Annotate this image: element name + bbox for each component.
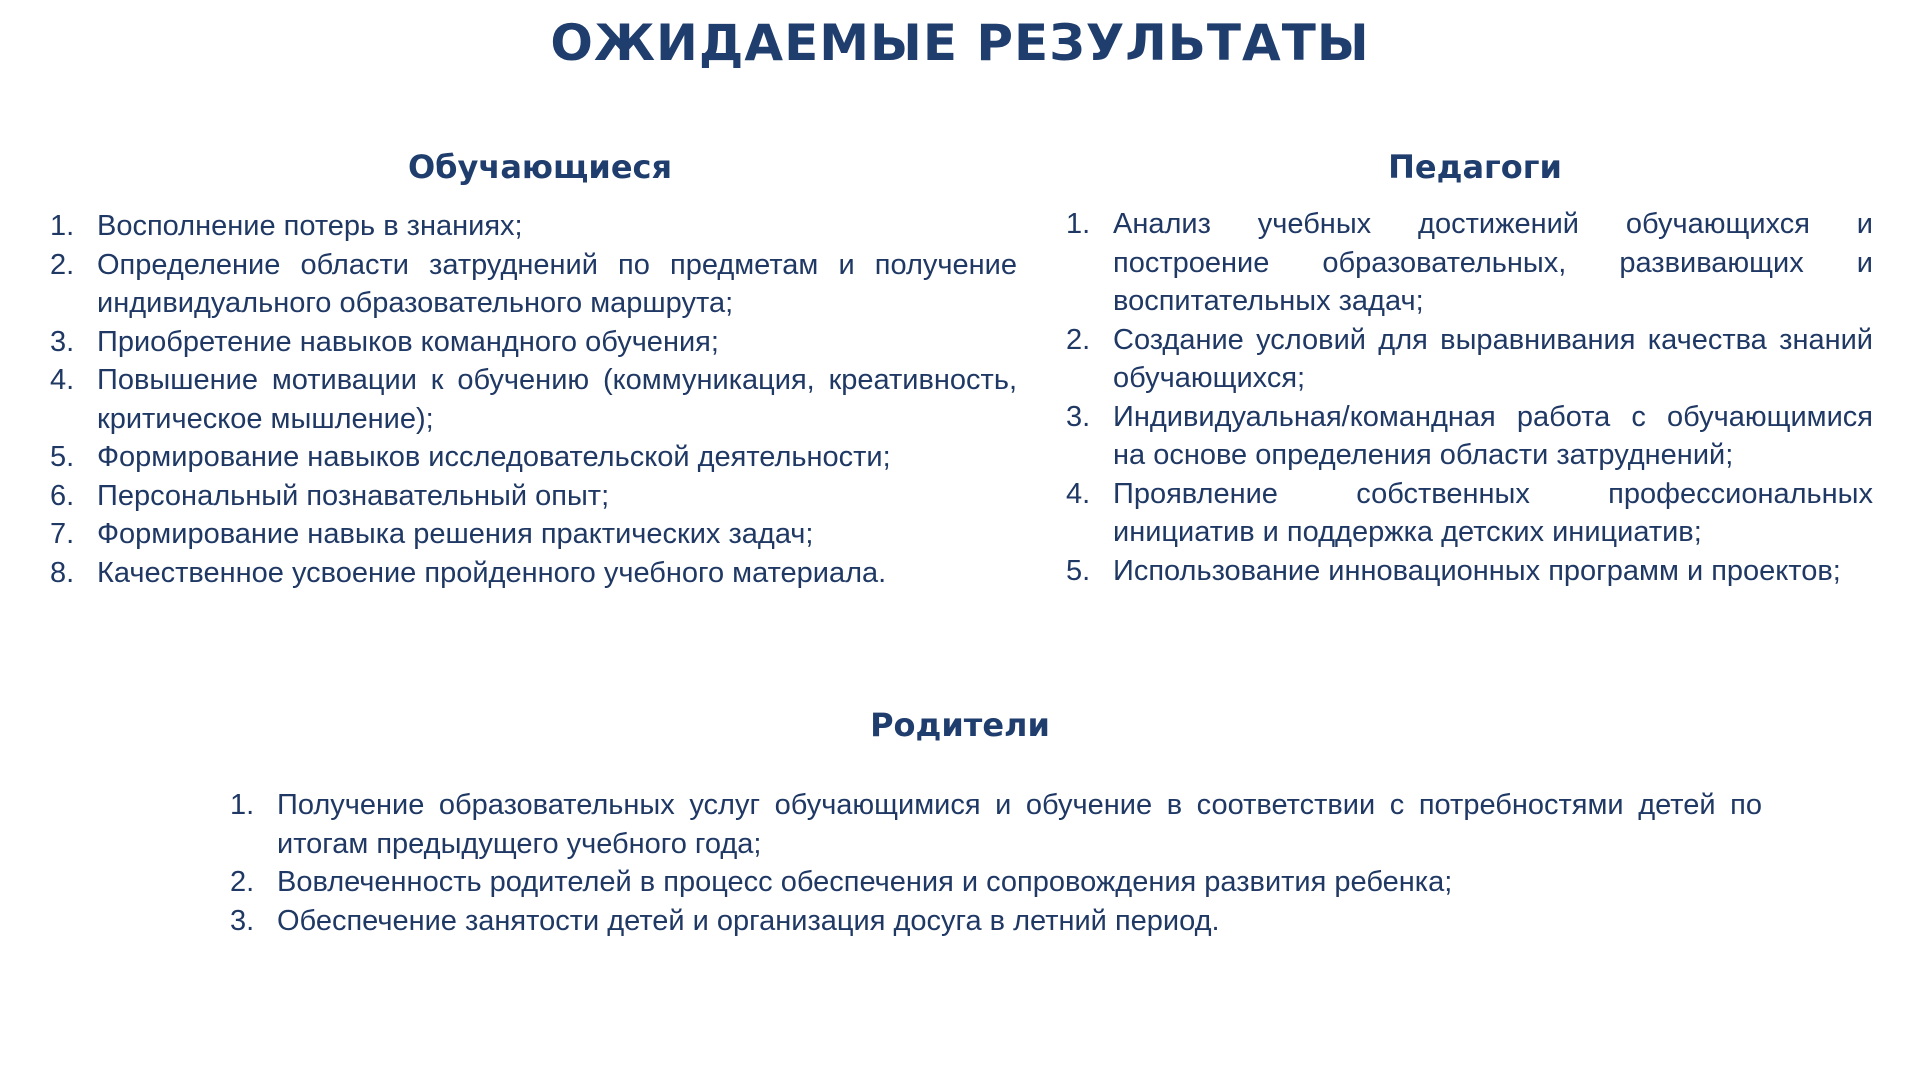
parents-heading: Родители xyxy=(870,706,1050,744)
students-heading: Обучающиеся xyxy=(407,148,673,186)
list-item xyxy=(222,786,1762,863)
list-item-number: 3. xyxy=(230,904,255,937)
list-item-number: 1. xyxy=(230,789,255,821)
list-item-text: Повышение мотивации к обучению (коммуникация, креативность, критическое мышление); xyxy=(97,364,1017,435)
list-item xyxy=(42,438,1017,477)
list-item-text: Приобретение навыков командного обучения; xyxy=(97,325,719,358)
students-list xyxy=(42,207,1017,592)
list-item-number: 3. xyxy=(1066,400,1091,433)
list-item-number: 8. xyxy=(50,556,75,589)
list-item xyxy=(42,246,1017,323)
list-item-number: 5. xyxy=(1066,554,1091,587)
list-item xyxy=(1058,321,1873,398)
list-item-number: 4. xyxy=(50,364,75,396)
list-item-text: Персональный познавательный опыт; xyxy=(97,479,610,512)
list-item xyxy=(42,477,1017,516)
list-item-text: Обеспечение занятости детей и организация досуга в летний период. xyxy=(277,904,1220,937)
teachers-list xyxy=(1058,205,1873,590)
list-item xyxy=(222,902,1762,941)
list-item-number: 5. xyxy=(50,441,75,473)
list-item-number: 2. xyxy=(50,248,75,281)
list-item-text: Формирование навыков исследовательской деятельности; xyxy=(97,441,891,473)
list-item-text: Создание условий для выравнивания качества знаний обучающихся; xyxy=(1113,323,1873,394)
list-item-number: 4. xyxy=(1066,477,1091,510)
list-item-number: 2. xyxy=(230,866,255,898)
list-item-text: Определение области затруднений по предметам и получение индивидуального образовательного маршрута; xyxy=(97,248,1017,319)
list-item xyxy=(42,207,1017,246)
list-item xyxy=(1058,205,1873,321)
list-item-number: 2. xyxy=(1066,323,1091,356)
list-item-number: 1. xyxy=(1066,208,1091,240)
list-item xyxy=(42,361,1017,438)
list-item xyxy=(222,863,1762,902)
list-item-text: Вовлеченность родителей в процесс обеспечения и сопровождения развития ребенка; xyxy=(277,866,1453,898)
page-title: ОЖИДАЕМЫЕ РЕЗУЛЬТАТЫ xyxy=(550,14,1370,72)
list-item xyxy=(1058,398,1873,475)
parents-list xyxy=(222,786,1762,940)
list-item xyxy=(42,323,1017,362)
list-item-number: 7. xyxy=(50,518,75,550)
list-item-text: Индивидуальная/командная работа с обучающимися на основе определения области затруднений; xyxy=(1113,400,1873,471)
list-item-text: Качественное усвоение пройденного учебного материала. xyxy=(97,556,887,589)
list-item xyxy=(42,554,1017,593)
list-item-text: Восполнение потерь в знаниях; xyxy=(97,210,523,242)
list-item xyxy=(1058,475,1873,552)
list-item xyxy=(1058,552,1873,591)
teachers-heading: Педагоги xyxy=(1388,148,1562,186)
list-item xyxy=(42,515,1017,554)
list-item-text: Проявление собственных профессиональных инициатив и поддержка детских инициатив; xyxy=(1113,477,1873,548)
list-item-number: 1. xyxy=(50,210,75,242)
list-item-number: 3. xyxy=(50,325,75,358)
list-item-text: Использование инновационных программ и проектов; xyxy=(1113,554,1841,587)
list-item-text: Анализ учебных достижений обучающихся и построение образовательных, развивающих и воспитательных задач; xyxy=(1113,208,1873,317)
list-item-text: Получение образовательных услуг обучающимися и обучение в соответствии с потребностями детей по итогам предыдущего учебного года; xyxy=(277,789,1762,860)
list-item-text: Формирование навыка решения практических задач; xyxy=(97,518,814,550)
list-item-number: 6. xyxy=(50,479,75,512)
